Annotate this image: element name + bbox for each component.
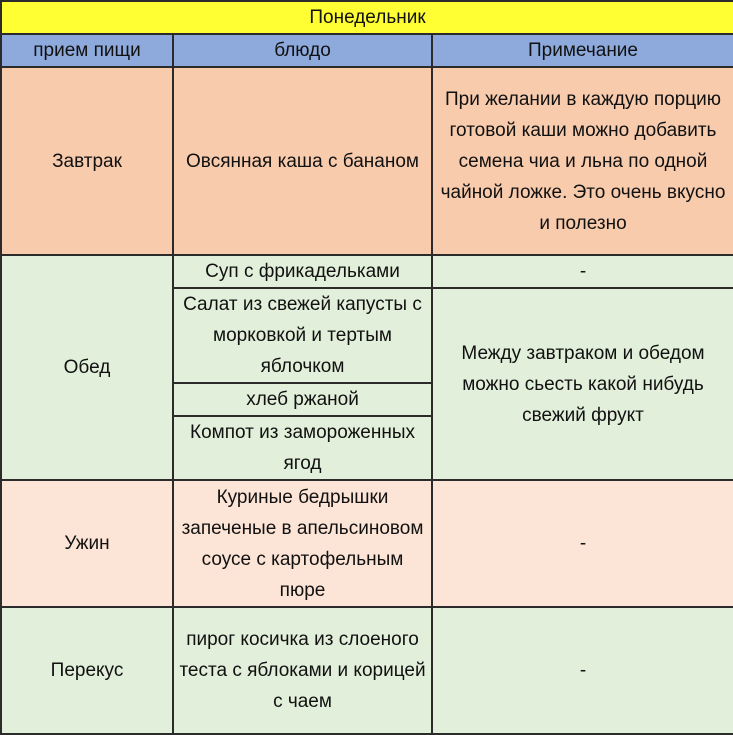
day-title: Понедельник — [1, 1, 733, 34]
dinner-note-cell: - — [432, 480, 733, 607]
dinner-meal-cell: Ужин — [1, 480, 173, 607]
dinner-dish-cell: Куриные бедрышки запеченые в апельсиновом соусе с картофельным пюре — [173, 480, 432, 607]
lunch-dish-compote: Компот из замороженных ягод — [173, 416, 432, 480]
header-meal: прием пищи — [1, 34, 173, 67]
lunch-dish-bread: хлеб ржаной — [173, 383, 432, 416]
lunch-note-cell: Между завтраком и обедом можно сьесть какой нибудь свежий фрукт — [432, 288, 733, 480]
snack-note-cell: - — [432, 607, 733, 734]
breakfast-dish-cell: Овсянная каша с бананом — [173, 67, 432, 255]
header-dish: блюдо — [173, 34, 432, 67]
breakfast-note-cell: При желании в каждую порцию готовой каши можно добавить семена чиа и льна по одной чайной ложке. Это очень вкусно и полезно — [432, 67, 733, 255]
lunch-dish-soup: Суп с фрикадельками — [173, 255, 432, 288]
lunch-note-soup: - — [432, 255, 733, 288]
lunch-meal-cell: Обед — [1, 255, 173, 480]
breakfast-meal-cell: Завтрак — [1, 67, 173, 255]
snack-dish-cell: пирог косичка из слоеного теста с яблоками и корицей с чаем — [173, 607, 432, 734]
snack-meal-cell: Перекус — [1, 607, 173, 734]
header-note: Примечание — [432, 34, 733, 67]
lunch-dish-salad: Салат из свежей капусты с морковкой и тертым яблочком — [173, 288, 432, 383]
